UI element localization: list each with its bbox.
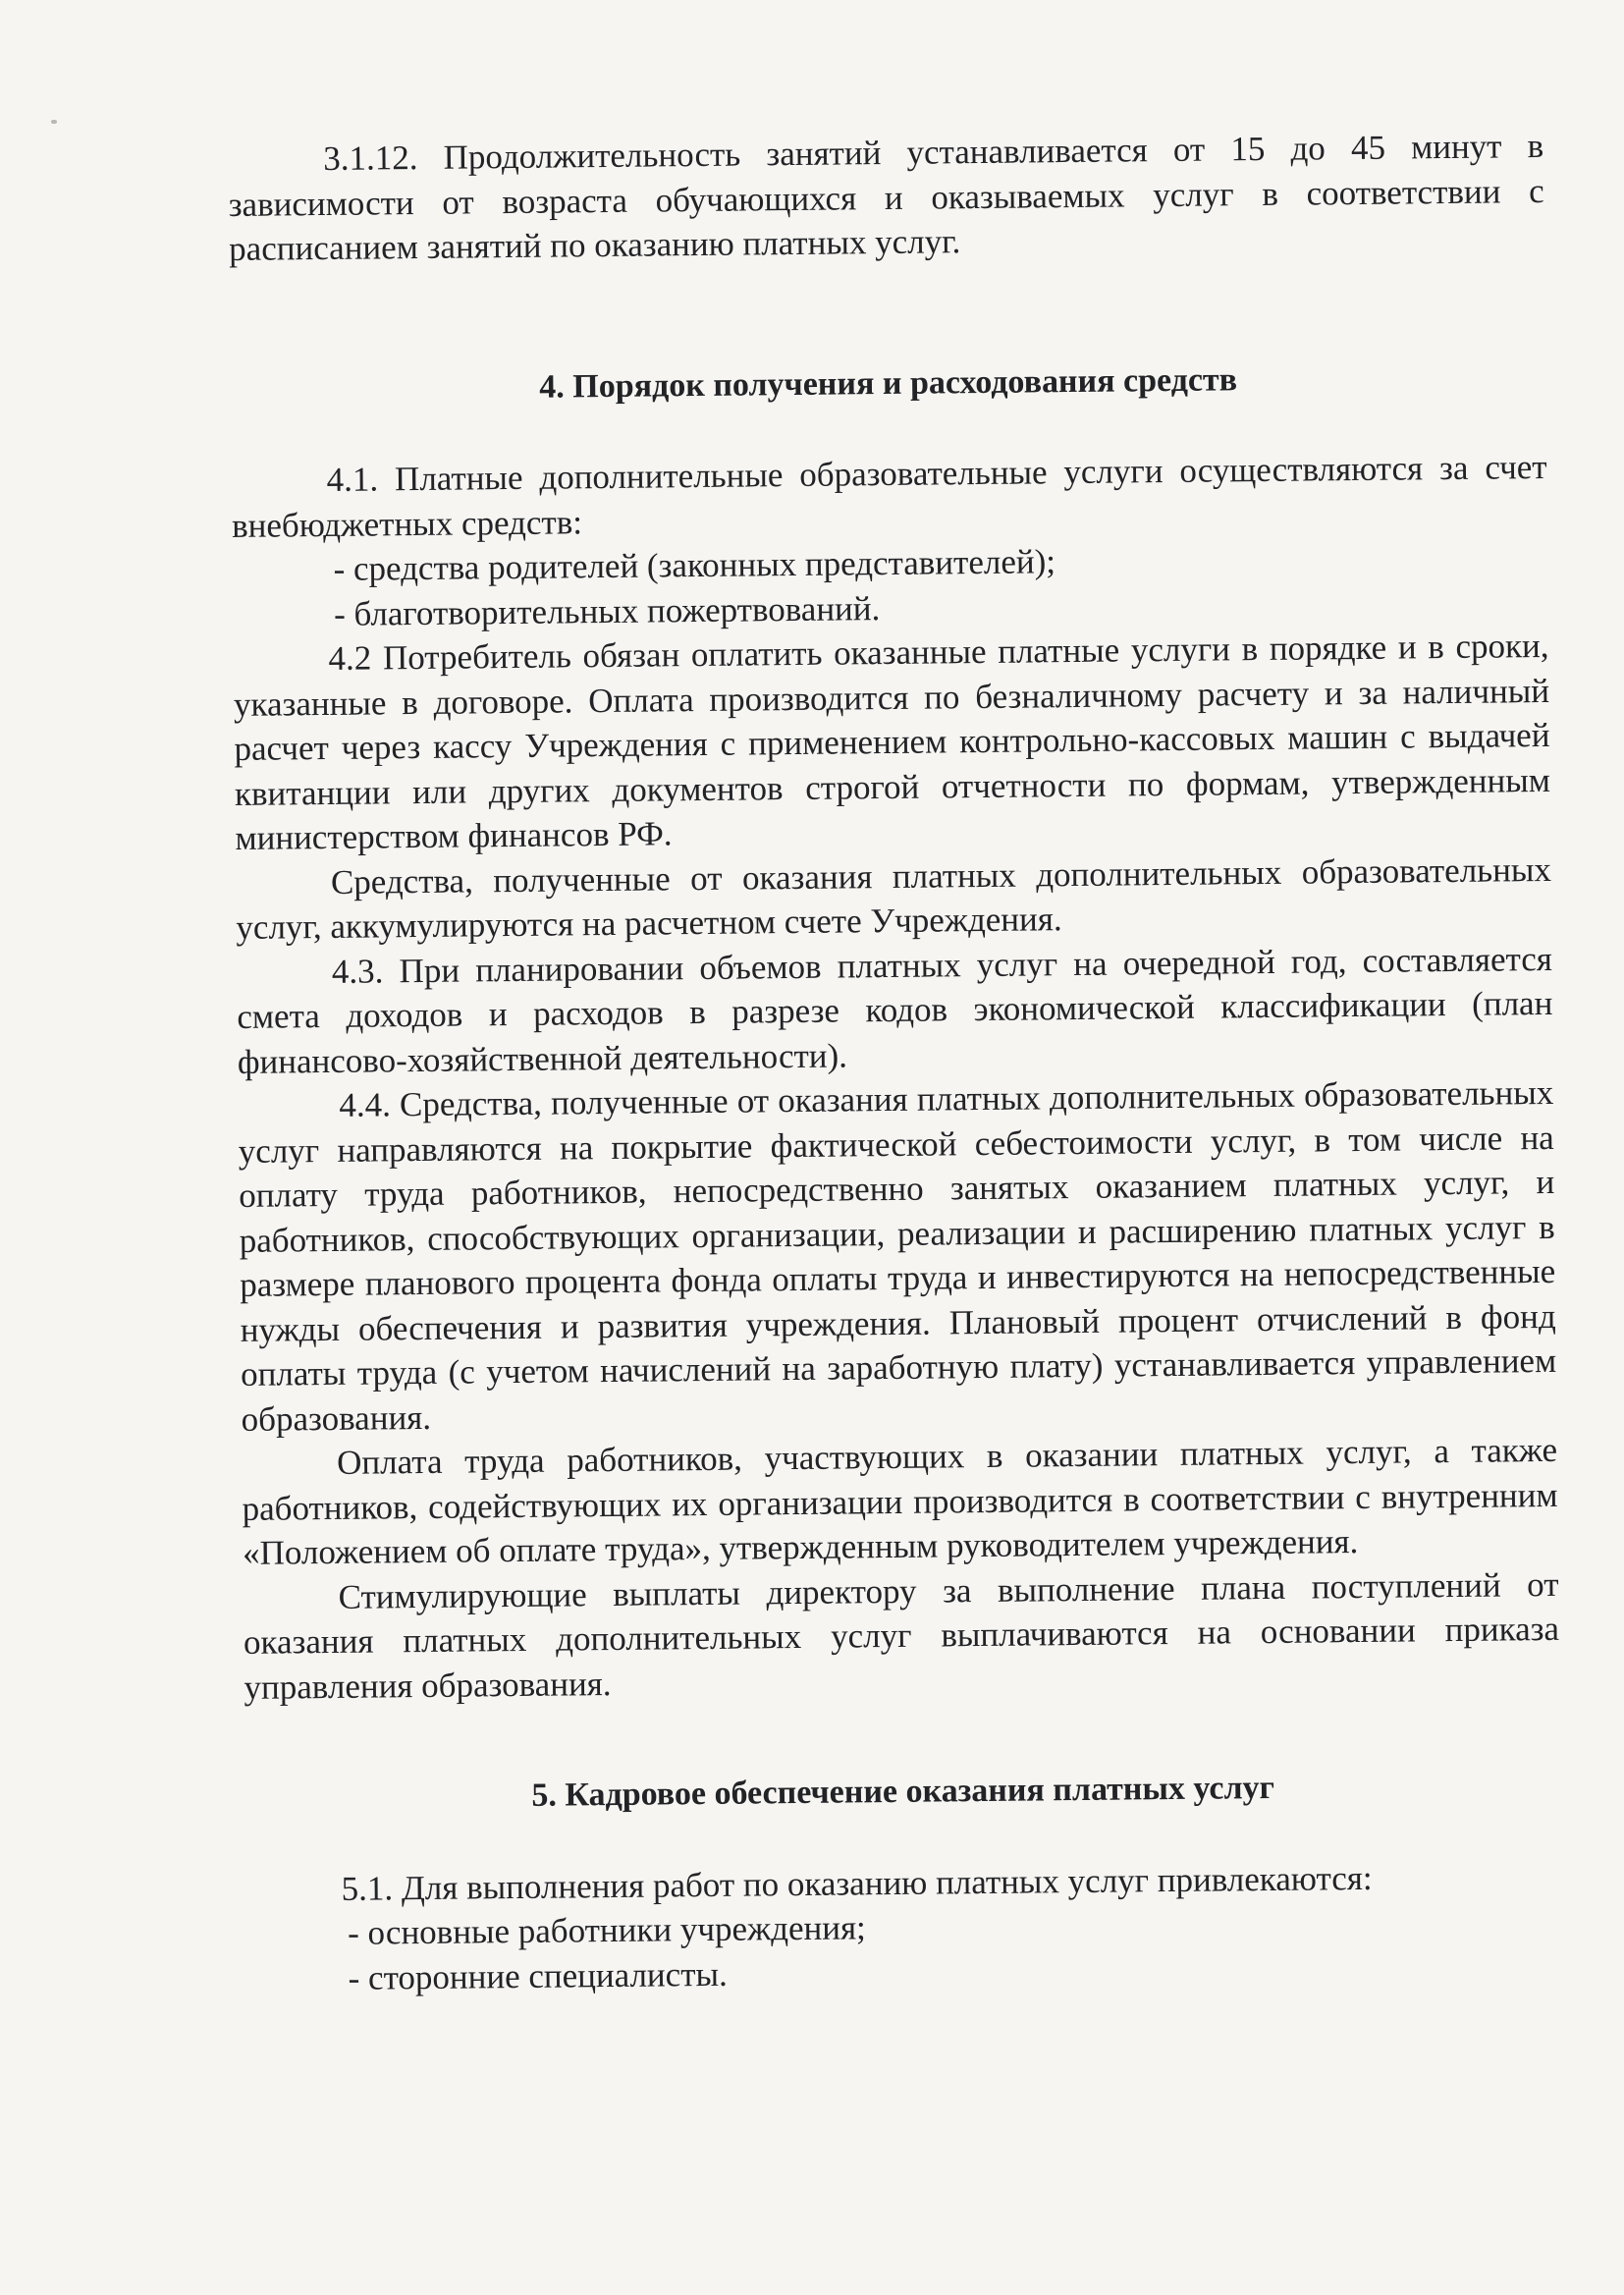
paragraph-pay: Оплата труда работников, участвующих в оказании платных услуг, а также работников, содействующих их организации производится в соответствии с внутренним «Положением об оплате труда», утвержденным руководителем учреждения.	[242, 1430, 1558, 1572]
paragraph-4-2: 4.2 Потребитель обязан оплатить оказанные платные услуги в порядке и в сроки, указанные в договоре. Оплата производится по безналичному расчету и за наличный расчет через кассу Учреждения с применением контрольно-кассовых машин с выдачей квитанции или других документов строгой отчетности по формам, утвержденным министерством финансов РФ.	[233, 626, 1551, 857]
list-item: - благотворительных пожертвований.	[333, 588, 881, 633]
scan-speck	[51, 120, 57, 124]
section-4-heading: 4. Порядок получения и расходования средств	[539, 360, 1238, 406]
list-item: - сторонние специалисты.	[348, 1954, 728, 1997]
paragraph-funds: Средства, полученные от оказания платных дополнительных образовательных услуг, аккумулируются на расчетном счете Учреждения.	[236, 849, 1552, 947]
document-body	[228, 124, 1563, 2001]
paragraph-3-1-12: 3.1.12. Продолжительность занятий устанавливается от 15 до 45 минут в зависимости от возраста обучающихся и оказываемых услуг в соответствии с расписанием занятий по оказанию платных услуг.	[228, 126, 1544, 268]
list-item: - средства родителей (законных представителей);	[333, 542, 1056, 588]
section-5-heading: 5. Кадровое обеспечение оказания платных услуг	[531, 1769, 1275, 1814]
list-item: - основные работники учреждения;	[347, 1908, 866, 1952]
paragraph-4-4: 4.4. Средства, полученные от оказания платных дополнительных образовательных услуг направляются на покрытие фактической себестоимости услуг, в том числе на оплату труда работников, непосредственно занятых оказанием платных услуг, и работников, способствующих организации, реализации и расширению платных услуг в размере планового процента фонда оплаты труда и инвестируются на непосредственные нужды обеспечения и развития учреждения. Плановый процент отчислений в фонд оплаты труда (с учетом начислений на заработную плату) устанавливается управлением образования.	[238, 1072, 1557, 1439]
paragraph-bonus: Стимулирующие выплаты директору за выполнение плана поступлений от оказания платных дополнительных услуг выплачиваются на основании приказа управления образования.	[243, 1564, 1560, 1707]
paragraph-5-1: 5.1. Для выполнения работ по оказанию платных услуг привлекаются:	[341, 1858, 1373, 1908]
paragraph-4-3: 4.3. При планировании объемов платных услуг на очередной год, составляется смета доходов и расходов в разрезе кодов экономической классификации (план финансово-хозяйственной деятельности).	[237, 939, 1553, 1081]
paragraph-4-1: 4.1. Платные дополнительные образовательные услуги осуществляются за счет внебюджетных средств:	[231, 447, 1547, 545]
